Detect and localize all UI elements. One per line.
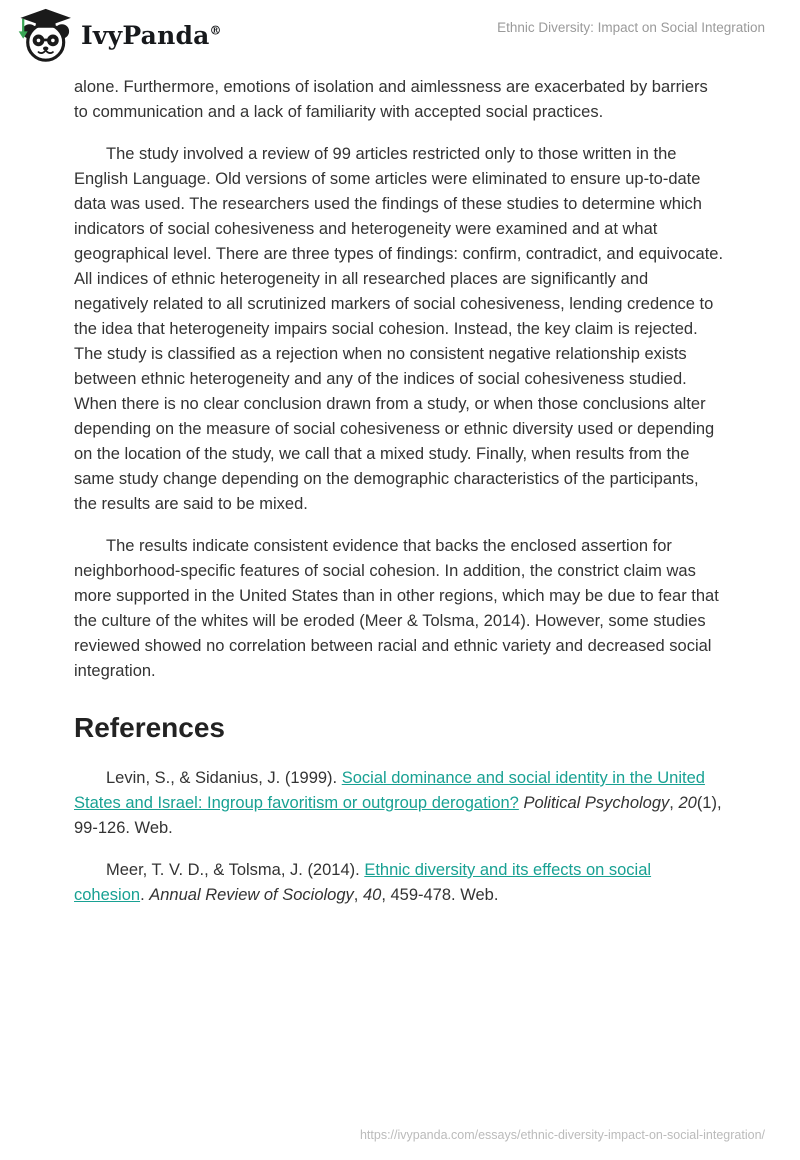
journal-name: Annual Review of Sociology xyxy=(149,886,354,904)
reference-separator: . xyxy=(140,886,150,904)
reference-pages: (1), 99-126. Web. xyxy=(74,794,722,837)
essay-paragraph: alone. Furthermore, emotions of isolation and aimlessness are exacerbated by barriers to communication and a lack of familiarity with accepted social practices. xyxy=(74,78,708,121)
references-heading: References xyxy=(74,712,225,743)
reference-title-link[interactable]: Social dominance and social identity in the United States and Israel: Ingroup favoritism or outgroup derogation? xyxy=(74,769,705,812)
reference-separator: , xyxy=(353,886,363,904)
reference-authors: Levin, S., & Sidanius, J. (1999). xyxy=(106,769,342,787)
page-footer-url: https://ivypanda.com/essays/ethnic-diversity-impact-on-social-integration/ xyxy=(359,1128,765,1142)
journal-name: Political Psychology xyxy=(523,794,670,812)
page-header xyxy=(0,0,800,62)
reference-entry xyxy=(74,766,726,841)
reference-authors: Meer, T. V. D., & Tolsma, J. (2014). xyxy=(106,861,365,879)
essay-body xyxy=(74,75,726,908)
brand-name: IvyPanda® xyxy=(81,20,222,50)
reference-title-link[interactable]: Ethnic diversity and its effects on social cohesion xyxy=(74,861,652,904)
registered-mark: ® xyxy=(209,23,222,38)
reference-separator: , xyxy=(669,794,679,812)
essay-paragraph: The study involved a review of 99 articles restricted only to those written in the English Language. Old versions of some articles were eliminated to ensure up-to-date data was used. The researchers used the findings of these studies to determine which indicators of social cohesiveness and heterogeneity were examined and at what geographical level. There are three types of findings: confirm, contradict, and equivocate. All indices of ethnic heterogeneity in all researched places are significantly and negatively related to all scrutinized markers of social cohesiveness, lending credence to the idea that heterogeneity impairs social cohesion. Instead, the key claim is rejected. The study is classified as a rejection when no consistent negative relationship exists between ethnic heterogeneity and any of the indices of social cohesiveness studied. When there is no clear conclusion drawn from a study, or when those conclusions alter depending on the measure of social cohesiveness or ethnic diversity used or depending on the location of the study, we call that a mixed study. Finally, when results from the same study change depending on the demographic characteristics of the participants, the results are said to be mixed. xyxy=(74,145,724,513)
reference-entry xyxy=(74,858,726,908)
ivypanda-logo[interactable] xyxy=(14,8,222,62)
document-title: Ethnic Diversity: Impact on Social Integration xyxy=(497,20,765,35)
journal-volume: 20 xyxy=(678,794,697,812)
journal-volume: 40 xyxy=(362,886,382,904)
reference-pages: , 459-478. Web. xyxy=(381,886,499,904)
panda-graduate-icon xyxy=(14,8,72,62)
essay-paragraph: The results indicate consistent evidence that backs the enclosed assertion for neighborhood-specific features of social cohesion. In addition, the constrict claim was more supported in the United States than in other regions, which may be due to fear that the culture of the whites will be eroded (Meer & Tolsma, 2014). However, some studies reviewed showed no correlation between racial and ethnic variety and decreased social integration. xyxy=(74,537,719,680)
